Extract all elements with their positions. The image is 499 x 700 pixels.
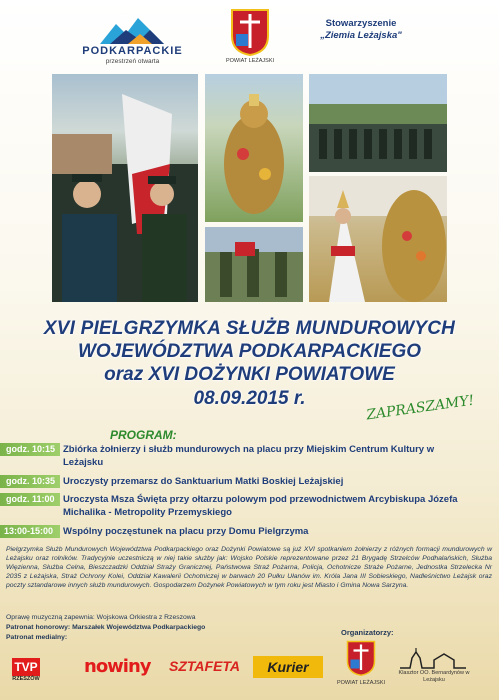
podkarpackie-mountains-icon — [100, 18, 164, 44]
photo-uniformed-officers — [52, 74, 198, 302]
program-description: Uroczysta Msza Święta przy ołtarzu polowym pod przewodnictwem Arcybiskupa Józefa Michalika - Metropolity Przemyskiego — [63, 494, 458, 518]
photo-bishop-harvest — [309, 176, 447, 302]
association-line1: Stowarzyszenie — [325, 18, 397, 29]
program-time: godz. 10:15 — [0, 443, 60, 456]
title-line-3: oraz XVI DOŻYNKI POWIATOWE — [104, 364, 395, 385]
association-line2: „Ziemia Leżajska" — [320, 30, 402, 41]
event-description: Pielgrzymka Służb Mundurowych Województwa Podkarpackiego oraz Dożynki Powiatowe są już XVI spotkaniem żołnierzy z różnych formacji mundurowych w Leżajsku oraz rolników. Tradycyjnie uczestniczą w niej takie służby jak: Wojsko Polskie reprezentowane przez 21 Brygadę Strzelców Podhalańskich, Służba Więzienna, Służba Celna, Bieszczadzki Oddział Straży Granicznej, Państwowa Straż Pożarna, Policja, Ochotnicze Straże Pożarne, Jednostka Strzelecka Nr 2035 z Leżajska, Straż Ochrony Kolei, Oddział Kawalerii Ochotniczej w barwach 20 Pułku Ułanów im. Króla Jana III Sobieskiego, Nadleśnictwo Leżajsk oraz poczty sztandarowe innych służb mundurowych. Gospodarzem Dożynek Powiatowych w tym roku jest Miasto i Gmina Nowa Sarzyna. — [6, 546, 492, 589]
organizers-label: Organizatorzy: — [341, 628, 394, 637]
title-line-2: WOJEWÓDZTWA PODKARPACKIEGO — [77, 341, 422, 362]
podkarpackie-name: PODKARPACKIE — [82, 45, 183, 57]
title-line-1: XVI PIELGRZYMKA SŁUŻB MUNDUROWYCH — [43, 318, 456, 339]
nowiny-logo: nowiny — [84, 656, 151, 677]
podkarpackie-logo — [70, 18, 195, 64]
program-heading: PROGRAM: — [110, 428, 177, 442]
coat-of-arms-icon — [346, 640, 376, 676]
monastery-church-icon — [398, 648, 468, 670]
program-time: 13:00-15:00 — [0, 525, 60, 538]
tvp-logo-sub: RZESZÓW — [12, 676, 40, 682]
program-time: godz. 11:00 — [0, 493, 60, 506]
program-time: godz. 10:35 — [0, 475, 60, 488]
photo-soldiers-march — [205, 227, 303, 302]
monastery-name: Klasztor OO. Bernardynów w Leżajsku — [398, 670, 470, 683]
program-description: Zbiórka żołnierzy i służb mundurowych na placu przy Miejskim Centrum Kultury w Leżajsku — [63, 444, 435, 468]
kurier-logo: Kurier — [253, 656, 323, 678]
coat-of-arms-icon — [230, 8, 270, 56]
invitation-text: ZAPRASZAMY! — [365, 392, 476, 424]
sztafeta-logo: SZTAFETA — [169, 658, 241, 674]
podkarpackie-tagline: przestrzeń otwarta — [105, 58, 160, 65]
honorary-patronage: Patronat honorowy: Marszałek Województwa Podkarpackiego — [6, 624, 206, 631]
monastery-logo — [398, 648, 468, 688]
media-patronage: Patronat medialny: — [6, 634, 68, 641]
powiat-label: POWIAT LEŻAJSKI — [225, 58, 275, 64]
photo-military-parade — [309, 74, 447, 172]
association-name — [306, 18, 416, 42]
tvp-logo-text: TVP — [12, 658, 40, 676]
event-date: 08.09.2015 r. — [193, 388, 306, 409]
program-description: Uroczysty przemarsz do Sanktuarium Matki Boskiej Leżajskiej — [63, 476, 344, 487]
tvp-logo — [12, 658, 40, 684]
photo-harvest-wreath — [205, 74, 303, 222]
program-description: Wspólny poczęstunek na placu przy Domu Pielgrzyma — [63, 526, 309, 537]
music-note: Oprawę muzyczną zapewnia: Wojskowa Orkiestra z Rzeszowa — [6, 614, 196, 621]
powiat-label: POWIAT LEŻAJSKI — [336, 680, 386, 686]
